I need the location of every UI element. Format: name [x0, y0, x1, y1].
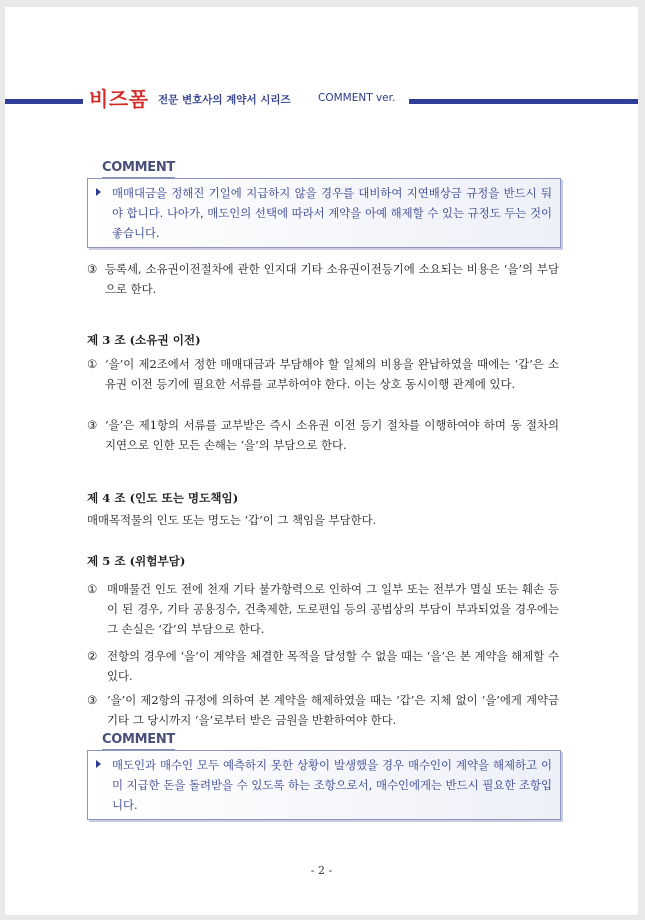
header-version: COMMENT ver.	[318, 92, 396, 104]
header-bar-right	[409, 99, 638, 104]
item-text: 매매물건 인도 전에 천재 기타 불가항력으로 인하여 그 일부 또는 전부가 멸실 또는 훼손 등이 된 경우, 기타 공용징수, 건축제한, 도로편입 등의 공법상의 부담이 부과되었을 경우에는 그 손실은 ‘갑’의 부담으로 한다.	[107, 582, 559, 636]
item-text: 등록세, 소유권이전절차에 관한 인지대 기타 소유권이전등기에 소요되는 비용은 ‘을’의 부담으로 한다.	[105, 262, 559, 296]
item-number: ②	[87, 649, 98, 663]
item-number: ③	[87, 418, 98, 432]
item-text: 전항의 경우에 ‘을’이 계약을 체결한 목적을 달성할 수 없을 때는 ‘을’은 본 계약을 해제할 수 있다.	[107, 649, 559, 683]
comment-label: COMMENT	[102, 732, 175, 747]
brand-logo-text: 비즈폼	[89, 87, 149, 111]
comment-text-2: 매도인과 매수인 모두 예측하지 못한 상황이 발생했을 경우 매수인이 계약을 해제하고 이미 지급한 돈을 돌려받을 수 있도록 하는 조항으로서, 매수인에게는 반드시 필요한 조항입니다.	[112, 758, 552, 812]
comment-box-1	[87, 178, 561, 248]
header-bar-left	[5, 99, 83, 104]
item-number: ①	[87, 357, 98, 371]
article-4-heading: 제 4 조 (인도 또는 명도책임)	[87, 491, 239, 505]
item-text: ‘을’이 제2조에서 정한 매매대금과 부담해야 할 일체의 비용을 완납하였을 때에는 ‘갑’은 소유권 이전 등기에 필요한 서류를 교부하여야 한다. 이는 상호 동시이행 관계에 있다.	[105, 357, 559, 391]
comment-box-2	[87, 750, 561, 820]
triangle-bullet-icon	[96, 760, 101, 768]
article-3-heading: 제 3 조 (소유권 이전)	[87, 333, 201, 347]
article-4-text: 매매목적물의 인도 또는 명도는 ‘갑’이 그 책임을 부담한다.	[87, 513, 377, 527]
article-5-heading: 제 5 조 (위험부담)	[87, 554, 186, 568]
document-page	[5, 7, 638, 915]
item-number: ①	[87, 582, 98, 596]
item-text: ‘을’이 제2항의 규정에 의하여 본 계약을 해제하였을 때는 ‘갑’은 지체 없이 ‘을’에게 계약금 기타 그 당시까지 ‘을’로부터 받은 금원을 반환하여야 한다.	[107, 693, 559, 727]
header-subtitle: 전문 변호사의 계약서 시리즈	[158, 94, 291, 106]
item-number: ③	[87, 693, 98, 707]
triangle-bullet-icon	[96, 188, 101, 196]
comment-text-1: 매매대금을 정해진 기일에 지급하지 않을 경우를 대비하여 지연배상금 규정을 반드시 둬야 합니다. 나아가, 매도인의 선택에 따라서 계약을 아예 해제할 수 있는 규정도 두는 것이 좋습니다.	[112, 186, 552, 240]
item-number: ③	[87, 262, 98, 276]
item-text: ‘을’은 제1항의 서류를 교부받은 즉시 소유권 이전 등기 절차를 이행하여야 하며 동 절차의 지연으로 인한 모든 손해는 ‘을’의 부담으로 한다.	[105, 418, 559, 452]
comment-label: COMMENT	[102, 160, 175, 175]
page-number: - 2 -	[310, 864, 333, 877]
